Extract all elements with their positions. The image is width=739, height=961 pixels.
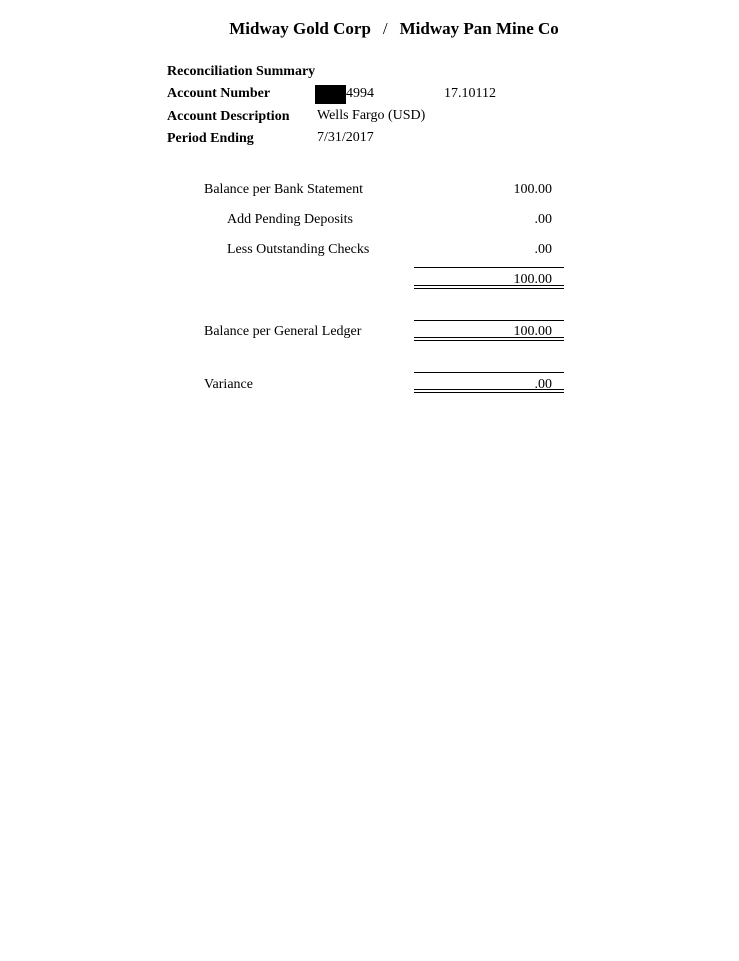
gl-balance-label: Balance per General Ledger xyxy=(204,324,362,339)
gl-balance-amount: 100.00 xyxy=(513,324,552,339)
outstanding-checks-label: Less Outstanding Checks xyxy=(227,242,370,257)
summary-title: Reconciliation Summary xyxy=(167,64,316,79)
subtotal-double-rule xyxy=(414,285,564,289)
variance-amount: .00 xyxy=(534,377,552,392)
subtotal-top-rule xyxy=(414,267,564,268)
variance-double-rule xyxy=(414,389,564,393)
gl-top-rule xyxy=(414,320,564,321)
company-name: Midway Gold Corp xyxy=(229,19,371,38)
redaction-block xyxy=(315,85,346,104)
variance-top-rule xyxy=(414,372,564,373)
report-title xyxy=(0,19,739,39)
adjusted-bank-balance-amount: 100.00 xyxy=(513,272,552,287)
variance-label: Variance xyxy=(204,377,253,392)
gl-double-rule xyxy=(414,337,564,341)
bank-balance-amount: 100.00 xyxy=(513,182,552,197)
account-number-value: 4994 xyxy=(346,86,374,101)
pending-deposits-label: Add Pending Deposits xyxy=(227,212,353,227)
period-ending-label: Period Ending xyxy=(167,131,254,146)
title-separator: / xyxy=(382,19,388,38)
account-description-value: Wells Fargo (USD) xyxy=(317,108,426,123)
outstanding-checks-amount: .00 xyxy=(534,242,552,257)
period-ending-value: 7/31/2017 xyxy=(317,130,374,145)
account-number-label: Account Number xyxy=(167,86,271,101)
bank-balance-label: Balance per Bank Statement xyxy=(204,182,363,197)
account-description-label: Account Description xyxy=(167,109,290,124)
subsidiary-name: Midway Pan Mine Co xyxy=(399,19,559,38)
pending-deposits-amount: .00 xyxy=(534,212,552,227)
gl-account-value: 17.10112 xyxy=(444,86,496,101)
